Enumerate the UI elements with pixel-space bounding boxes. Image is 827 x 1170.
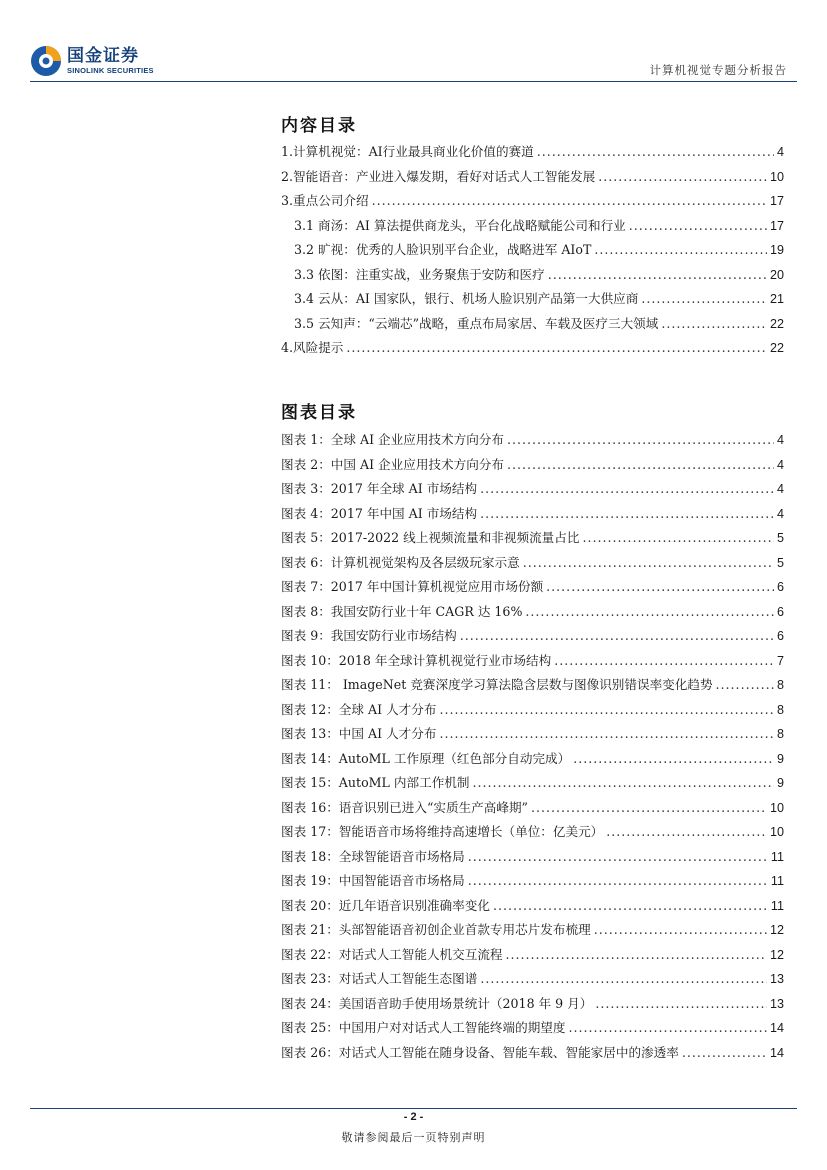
dot-leader [582,526,774,551]
figures-title: 图表目录 [281,403,357,423]
figure-entry[interactable] [281,502,784,527]
dot-leader [548,263,767,288]
dot-leader [573,747,774,772]
figure-entry-page: 12 [769,923,784,937]
figure-entry-label: 图表 17：智能语音市场将维持高速增长（单位：亿美元） [281,824,604,839]
dot-leader [595,992,767,1017]
figure-entry[interactable] [281,575,784,600]
figure-entry-page: 9 [776,776,784,790]
contents-entry-page: 22 [769,316,784,331]
dot-leader [439,722,774,747]
contents-entry[interactable] [281,312,784,337]
contents-entry-page: 19 [769,243,784,257]
footer-divider [30,1108,797,1109]
figure-entry[interactable] [281,428,784,453]
figure-entry[interactable] [281,624,784,649]
dot-leader [546,575,774,600]
figures-list [281,428,784,1065]
page-header [30,40,797,82]
contents-entry-page: 17 [769,194,784,208]
contents-entry[interactable] [281,165,784,190]
dot-leader [531,796,767,821]
contents-entry[interactable] [281,140,784,165]
contents-entry-page: 4 [776,145,784,159]
dot-leader [537,140,774,165]
contents-entry-label: 2.智能语音：产业进入爆发期，看好对话式人工智能发展 [281,168,596,184]
contents-entry[interactable] [281,263,784,288]
figure-entry[interactable] [281,551,784,576]
logo-english-name: SINOLINK SECURITIES [67,66,154,75]
disclaimer-note: 敬请参阅最后一页特别声明 [341,1131,486,1144]
page-number: - 2 - [403,1111,424,1123]
figure-entry[interactable] [281,796,784,821]
figure-entry-page: 4 [776,433,784,447]
figure-entry-label: 图表 12：全球 AI 人才分布 [281,701,437,717]
dot-leader [346,336,767,361]
figure-entry-page: 8 [776,702,784,717]
figure-entry-page: 6 [776,580,784,594]
dot-leader [523,551,774,576]
dot-leader [507,453,774,478]
figure-entry-page: 14 [769,1045,784,1060]
figure-entry-page: 5 [776,555,784,570]
figure-entry-label: 图表 5：2017-2022 线上视频流量和非视频流量占比 [281,530,580,545]
figure-entry-label: 图表 8：我国安防行业十年 CAGR 达 16% [281,603,523,619]
dot-leader [506,943,767,968]
dot-leader [507,428,774,453]
figure-entry-page: 6 [776,604,784,619]
dot-leader [569,1016,767,1041]
figure-entry-page: 11 [770,849,784,864]
contents-entry[interactable] [281,238,784,263]
dot-leader [460,624,774,649]
dot-leader [480,967,767,992]
header-divider [30,81,797,82]
contents-entry-page: 21 [769,292,784,306]
contents-entry-label: 1.计算机视觉：AI行业最具商业化价值的赛道 [281,144,534,159]
figure-entry-page: 8 [776,727,784,741]
figure-entry-label: 图表 15：AutoML 内部工作机制 [281,775,470,790]
figure-entry-page: 6 [776,629,784,643]
figure-entry-label: 图表 21：头部智能语音初创企业首款专用芯片发布梳理 [281,922,591,937]
figure-entry-page: 11 [770,874,784,888]
contents-entry-page: 20 [769,267,784,282]
figure-entry-label: 图表 22：对话式人工智能人机交互流程 [281,946,503,962]
figure-entry[interactable] [281,918,784,943]
dot-leader [606,820,767,845]
figure-entry[interactable] [281,673,784,698]
figure-entry[interactable] [281,1016,784,1041]
contents-entry-page: 10 [769,169,784,184]
figure-entry-label: 图表 19：中国智能语音市场格局 [281,873,465,888]
contents-title: 内容目录 [281,116,357,136]
figure-entry-label: 图表 10：2018 年全球计算机视觉行业市场结构 [281,652,552,668]
figure-entry-page: 5 [776,531,784,545]
figure-entry[interactable] [281,526,784,551]
figure-entry-page: 13 [769,972,784,986]
dot-leader [598,165,767,190]
figure-entry-page: 13 [769,996,784,1011]
figure-entry-page: 14 [769,1021,784,1035]
figure-entry-label: 图表 3：2017 年全球 AI 市场结构 [281,481,478,496]
figure-entry-page: 8 [776,678,784,692]
contents-entry[interactable] [281,214,784,239]
figure-entry[interactable] [281,992,784,1017]
report-title: 计算机视觉专题分析报告 [649,63,787,77]
company-logo [30,44,154,78]
contents-entry[interactable] [281,189,784,214]
contents-entry-page: 17 [769,218,784,233]
figure-entry-label: 图表 6：计算机视觉架构及各层级玩家示意 [281,554,520,570]
figure-entry-page: 4 [776,482,784,496]
figure-entry[interactable] [281,967,784,992]
figure-entry[interactable] [281,453,784,478]
figure-entry[interactable] [281,894,784,919]
figure-entry[interactable] [281,477,784,502]
contents-entry[interactable] [281,336,784,361]
figure-entry-label: 图表 25：中国用户对对话式人工智能终端的期望度 [281,1020,566,1035]
contents-entry-label: 3.5 云知声：“云端芯”战略，重点布局家居、车载及医疗三大领域 [294,315,659,331]
dot-leader [525,600,774,625]
contents-entry-label: 3.重点公司介绍 [281,193,369,208]
contents-list [281,140,784,361]
figure-entry[interactable] [281,845,784,870]
figure-entry-page: 12 [769,947,784,962]
dot-leader [661,312,767,337]
dot-leader [372,189,767,214]
dot-leader [472,771,774,796]
figure-entry-label: 图表 11： ImageNet 竞赛深度学习算法隐含层数与图像识别错误率变化趋势 [281,677,713,692]
figure-entry-label: 图表 1：全球 AI 企业应用技术方向分布 [281,432,504,447]
figure-entry-label: 图表 23：对话式人工智能生态图谱 [281,971,478,986]
figure-entry[interactable] [281,820,784,845]
figure-entry[interactable] [281,771,784,796]
figure-entry-label: 图表 24：美国语音助手使用场景统计（2018 年 9 月） [281,995,593,1011]
figure-entry-label: 图表 4：2017 年中国 AI 市场结构 [281,505,478,521]
figure-entry-label: 图表 13：中国 AI 人才分布 [281,726,437,741]
dot-leader [468,869,768,894]
dot-leader [629,214,767,239]
figure-entry[interactable] [281,1041,784,1066]
contents-entry-label: 3.3 依图：注重实战，业务聚焦于安防和医疗 [294,266,545,282]
contents-entry-label: 3.2 旷视：优秀的人脸识别平台企业，战略进军 AIoT [294,242,592,257]
figure-entry-page: 10 [769,800,784,815]
figure-entry-label: 图表 26：对话式人工智能在随身设备、智能车载、智能家居中的渗透率 [281,1044,679,1060]
figure-entry-label: 图表 2：中国 AI 企业应用技术方向分布 [281,456,504,472]
figure-entry-page: 11 [770,898,784,913]
figure-entry-page: 7 [776,653,784,668]
sinolink-logo-icon [30,45,62,77]
logo-chinese-name: 国金证券 [67,46,139,66]
figure-entry-page: 9 [776,751,784,766]
dot-leader [439,698,774,723]
figure-entry-label: 图表 14：AutoML 工作原理（红色部分自动完成） [281,750,571,766]
dot-leader [716,673,774,698]
figure-entry-label: 图表 9：我国安防行业市场结构 [281,628,457,643]
figure-entry-page: 4 [776,457,784,472]
contents-entry-label: 3.1 商汤：AI 算法提供商龙头，平台化战略赋能公司和行业 [294,217,626,233]
dot-leader [594,238,767,263]
dot-leader [641,287,767,312]
figure-entry-page: 10 [769,825,784,839]
figure-entry[interactable] [281,722,784,747]
figure-entry-label: 图表 16：语音识别已进入“实质生产高峰期” [281,799,528,815]
figure-entry-page: 4 [776,506,784,521]
figure-entry-label: 图表 18：全球智能语音市场格局 [281,848,465,864]
dot-leader [493,894,768,919]
figure-entry-label: 图表 20：近几年语音识别准确率变化 [281,897,490,913]
dot-leader [554,649,774,674]
figure-entry[interactable] [281,649,784,674]
dot-leader [480,502,774,527]
figure-entry[interactable] [281,943,784,968]
figure-entry[interactable] [281,600,784,625]
dot-leader [480,477,774,502]
figure-entry[interactable] [281,747,784,772]
figure-entry-label: 图表 7：2017 年中国计算机视觉应用市场份额 [281,579,544,594]
figure-entry[interactable] [281,698,784,723]
dot-leader [468,845,768,870]
dot-leader [594,918,767,943]
contents-entry-label: 3.4 云从：AI 国家队，银行、机场人脸识别产品第一大供应商 [294,291,639,306]
figure-entry[interactable] [281,869,784,894]
contents-entry-page: 22 [769,341,784,355]
contents-entry[interactable] [281,287,784,312]
contents-entry-label: 4.风险提示 [281,340,344,355]
dot-leader [682,1041,767,1066]
